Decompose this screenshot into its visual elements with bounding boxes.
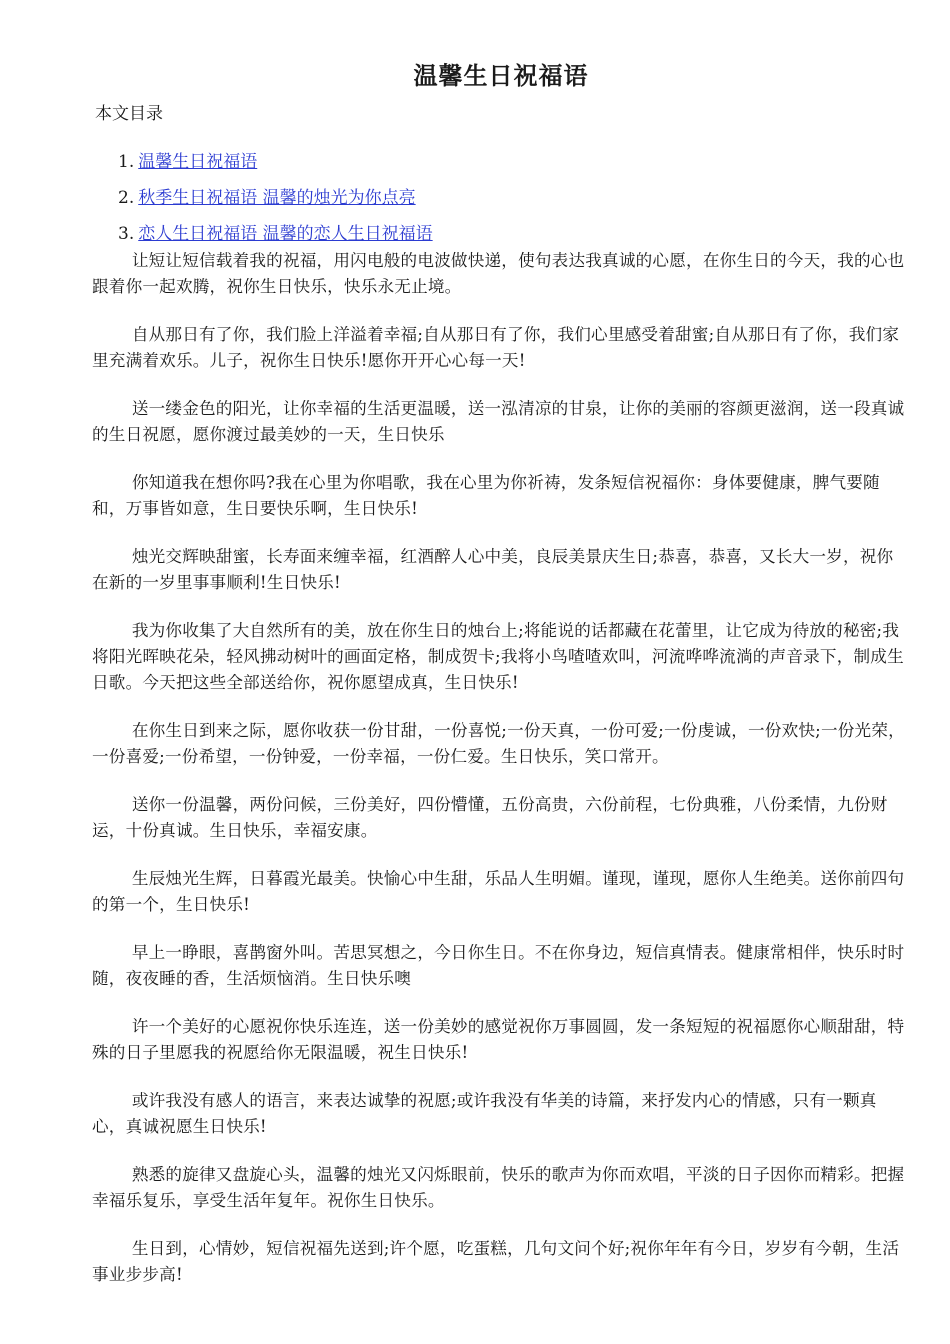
paragraph: 送一缕金色的阳光，让你幸福的生活更温暖，送一泓清凉的甘泉，让你的美丽的容颜更滋润，送一段真诚的生日祝愿，愿你渡过最美妙的一天，生日快乐 bbox=[92, 399, 905, 444]
body-text bbox=[92, 248, 910, 1288]
paragraph: 我为你收集了大自然所有的美，放在你生日的烛台上;将能说的话都藏在花蕾里，让它成为待放的秘密;我将阳光晖映花朵，轻风拂动树叶的画面定格，制成贺卡;我将小鸟喳喳欢叫，河流哗哗流淌的声音录下，制成生日歌。今天把这些全部送给你，祝你愿望成真，生日快乐! bbox=[92, 621, 904, 692]
paragraph: 熟悉的旋律又盘旋心头，温馨的烛光又闪烁眼前，快乐的歌声为你而欢唱，平淡的日子因你而精彩。把握幸福乐复乐，享受生活年复年。祝你生日快乐。 bbox=[92, 1165, 905, 1210]
toc-item bbox=[118, 186, 910, 210]
toc-item bbox=[118, 150, 910, 174]
toc-link-1[interactable]: 温馨生日祝福语 bbox=[138, 152, 258, 172]
toc-link-2[interactable]: 秋季生日祝福语 温馨的烛光为你点亮 bbox=[138, 188, 416, 208]
document-page bbox=[92, 56, 910, 1310]
paragraph: 烛光交辉映甜蜜，长寿面来缠幸福，红酒醉人心中美，良辰美景庆生日;恭喜，恭喜，又长大一岁，祝你在新的一岁里事事顺利!生日快乐! bbox=[92, 547, 894, 592]
toc-item bbox=[118, 222, 910, 246]
toc-link-3[interactable]: 恋人生日祝福语 温馨的恋人生日祝福语 bbox=[138, 224, 433, 244]
paragraph: 让短让短信载着我的祝福，用闪电般的电波做快递，使句表达我真诚的心愿，在你生日的今天，我的心也跟着你一起欢腾，祝你生日快乐，快乐永无止境。 bbox=[92, 251, 905, 296]
paragraph: 你知道我在想你吗?我在心里为你唱歌，我在心里为你祈祷，发条短信祝福你：身体要健康，脾气要随和，万事皆如意，生日要快乐啊，生日快乐! bbox=[92, 473, 880, 518]
paragraph: 自从那日有了你，我们脸上洋溢着幸福;自从那日有了你，我们心里感受着甜蜜;自从那日有了你，我们家里充满着欢乐。儿子，祝你生日快乐!愿你开开心心每一天! bbox=[92, 325, 900, 370]
paragraph: 生辰烛光生辉，日暮霞光最美。快愉心中生甜，乐品人生明媚。谨现，谨现，愿你人生绝美。送你前四句的第一个，生日快乐! bbox=[92, 869, 905, 914]
document-title: 温馨生日祝福语 bbox=[413, 61, 589, 90]
paragraph: 送你一份温馨，两份问候，三份美好，四份懵懂，五份高贵，六份前程，七份典雅，八份柔情，九份财运，十份真诚。生日快乐，幸福安康。 bbox=[92, 795, 888, 840]
paragraph: 或许我没有感人的语言，来表达诚挚的祝愿;或许我没有华美的诗篇，来抒发内心的情感，只有一颗真心，真诚祝愿生日快乐! bbox=[92, 1091, 877, 1136]
toc-heading: 本文目录 bbox=[95, 104, 163, 124]
table-of-contents bbox=[92, 150, 910, 246]
paragraph: 生日到，心情妙，短信祝福先送到;许个愿，吃蛋糕，几句文问个好;祝你年年有今日，岁岁有今朝，生活事业步步高! bbox=[92, 1239, 900, 1284]
paragraph: 在你生日到来之际，愿你收获一份甘甜，一份喜悦;一份天真，一份可爱;一份虔诚，一份欢快;一份光荣，一份喜爱;一份希望，一份钟爱，一份幸福，一份仁爱。生日快乐，笑口常开。 bbox=[92, 721, 905, 766]
paragraph: 许一个美好的心愿祝你快乐连连，送一份美妙的感觉祝你万事圆圆，发一条短短的祝福愿你心顺甜甜，特殊的日子里愿我的祝愿给你无限温暖，祝生日快乐! bbox=[92, 1017, 905, 1062]
toc-number: 1. bbox=[118, 152, 135, 172]
paragraph: 早上一睁眼，喜鹊窗外叫。苦思冥想之，今日你生日。不在你身边，短信真情表。健康常相伴，快乐时时随，夜夜睡的香，生活烦恼消。生日快乐噢 bbox=[92, 943, 905, 988]
toc-number: 3. bbox=[118, 224, 135, 244]
toc-number: 2. bbox=[118, 188, 135, 208]
